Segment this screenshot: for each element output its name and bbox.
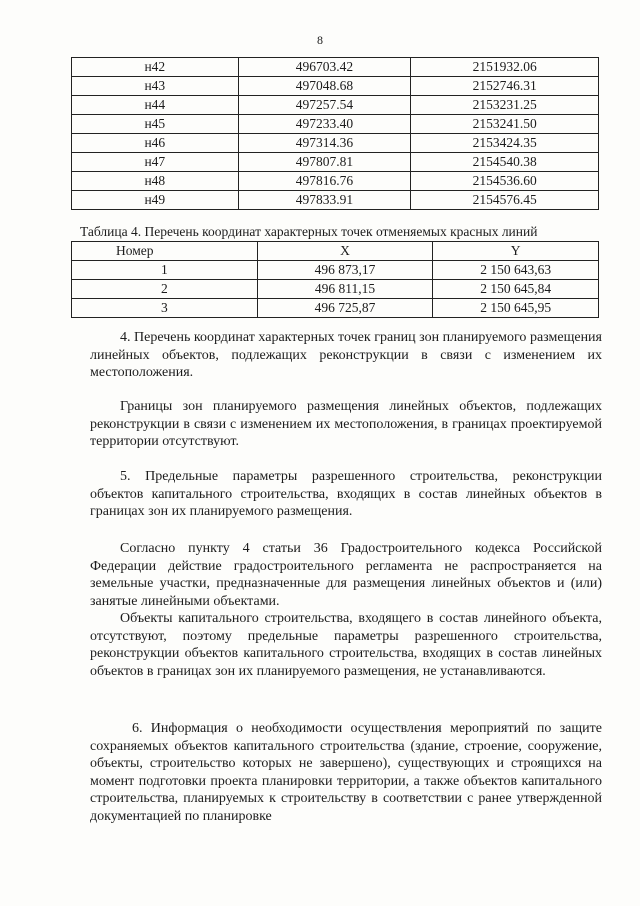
table-cell: н47 [72,153,239,172]
table-4-caption: Таблица 4. Перечень координат характерных точек отменяемых красных линий [80,224,538,239]
table-header-row [72,242,599,261]
section-5-body [90,540,602,680]
table-cell: н44 [72,96,239,115]
table-row [72,172,599,191]
table-cell: 497833.91 [238,191,411,210]
table-cell: 496 811,15 [257,280,433,299]
table-cell: 2153241.50 [411,115,599,134]
table-row [72,191,599,210]
section-5 [90,468,602,521]
table-cell: 2154536.60 [411,172,599,191]
table-cell: 2154576.45 [411,191,599,210]
table-cell: н49 [72,191,239,210]
red-lines-coordinates-table [71,241,599,318]
table-cell: 3 [72,299,258,318]
header-x: X [257,242,433,261]
coordinates-table-continued [71,57,599,210]
table-row [72,58,599,77]
table-row [72,115,599,134]
table-cell: 2 150 643,63 [433,261,599,280]
section-5-paragraph-1: Согласно пункту 4 статьи 36 Градостроительного кодекса Российской Федерации действие градостроительного регламента не распространяется на земельные участки, предназначенные для размещения линейных объектов и (или) занятые линейными объектами. [90,541,602,609]
table-cell: 497257.54 [238,96,411,115]
table-cell: 1 [72,261,258,280]
table-row [72,261,599,280]
header-number: Номер [72,242,258,261]
table-cell: 497816.76 [238,172,411,191]
table-cell: н46 [72,134,239,153]
table-cell: н43 [72,77,239,96]
table-cell: 2154540.38 [411,153,599,172]
table-cell: 2 [72,280,258,299]
table-cell: 497048.68 [238,77,411,96]
section-4-heading: 4. Перечень координат характерных точек границ зон планируемого размещения линейных объектов, подлежащих реконструкции в связи с изменением их местоположения. [90,330,602,380]
table-cell: 2 150 645,84 [433,280,599,299]
section-5-heading: 5. Предельные параметры разрешенного строительства, реконструкции объектов капитального строительства, входящих в состав линейных объектов в границах зон их планируемого размещения. [90,469,602,519]
table-cell: 2151932.06 [411,58,599,77]
table-cell: 2152746.31 [411,77,599,96]
table-cell: 497233.40 [238,115,411,134]
table-cell: 2 150 645,95 [433,299,599,318]
table-cell: 497314.36 [238,134,411,153]
page-number: 8 [317,33,323,47]
table-cell: 496 873,17 [257,261,433,280]
table-cell: 496 725,87 [257,299,433,318]
table-row [72,280,599,299]
header-y: Y [433,242,599,261]
table-cell: 497807.81 [238,153,411,172]
table-row [72,77,599,96]
table-4-body [72,261,599,318]
table-row [72,134,599,153]
table-cell: н48 [72,172,239,191]
section-5-paragraph-2: Объекты капитального строительства, входящего в состав линейного объекта, отсутствуют, поэтому предельные параметры разрешенного строительства, реконструкции объектов капитального строительства, входящих в состав линейных объектов в границах зон их планируемого размещения, не устанавливаются. [90,611,602,679]
section-4 [90,329,602,382]
table-cell: 2153424.35 [411,134,599,153]
section-4-body [90,398,602,451]
table-cell: н45 [72,115,239,134]
table-row [72,153,599,172]
section-4-paragraph: Границы зон планируемого размещения линейных объектов, подлежащих реконструкции в связи с изменением их местоположения, в границах проектируемой территории отсутствуют. [90,399,602,449]
section-6 [90,720,602,825]
table-cell: н42 [72,58,239,77]
table-row [72,299,599,318]
table-cell: 2153231.25 [411,96,599,115]
section-6-heading: 6. Информация о необходимости осуществления мероприятий по защите сохраняемых объектов капитального строительства (здание, строение, сооружение, объекты, строительство которых не завершено), существующих и строящихся на момент подготовки проекта планировки территории, а также объектов капитального строительства, планируемых к строительству в соответствии с ранее утвержденной документацией по планировке [90,721,602,824]
table-row [72,96,599,115]
coordinates-table-body [72,58,599,210]
table-cell: 496703.42 [238,58,411,77]
